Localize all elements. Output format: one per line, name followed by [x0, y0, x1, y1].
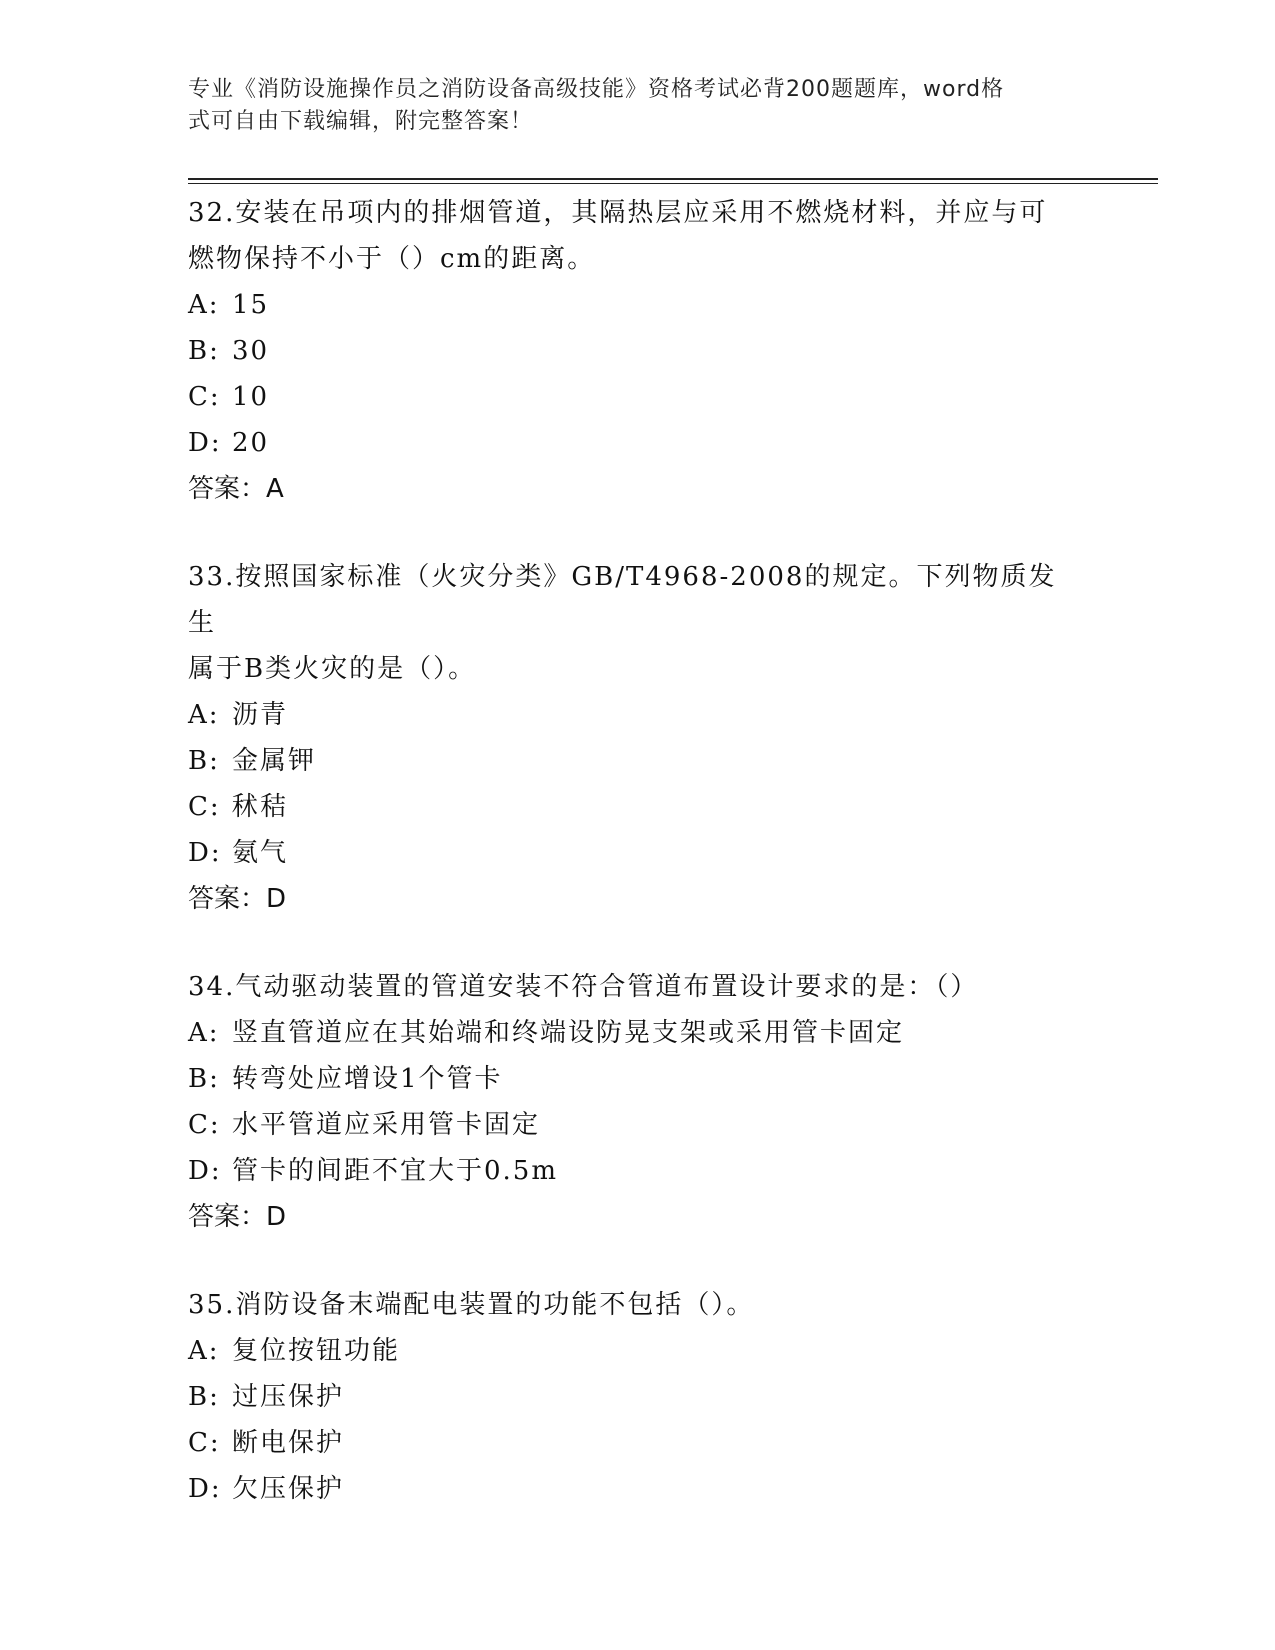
header-line-2: 式可自由下载编辑，附完整答案！: [188, 109, 534, 134]
option-text: 15: [232, 290, 270, 320]
option-text: 欠压保护: [232, 1474, 345, 1504]
question-text-line: 属于B类火灾的是（）。: [188, 654, 477, 684]
option-text: 水平管道应采用管卡固定: [232, 1110, 541, 1140]
option-key: C:: [188, 792, 221, 822]
question-list: [188, 190, 1078, 1554]
question-block: [188, 190, 1078, 512]
option-text: 10: [232, 382, 270, 412]
question-block: [188, 554, 1078, 922]
header-divider-thick: [188, 178, 1158, 180]
answer-option: [188, 1010, 1078, 1056]
option-key: B:: [188, 746, 220, 776]
option-key: D:: [188, 1474, 222, 1504]
question-block: [188, 1282, 1078, 1512]
answer-option: [188, 282, 1078, 328]
answer-option: [188, 374, 1078, 420]
question-text-line: 35.消防设备末端配电装置的功能不包括（）。: [188, 1290, 755, 1320]
answer-option: [188, 1420, 1078, 1466]
answer-option: [188, 784, 1078, 830]
option-text: 20: [232, 428, 270, 458]
option-text: 金属钾: [232, 746, 317, 776]
question-text-line: 燃物保持不小于（）cm的距离。: [188, 244, 596, 274]
option-text: 氨气: [232, 838, 289, 868]
answer-option: [188, 1102, 1078, 1148]
answer-option: [188, 420, 1078, 466]
option-key: C:: [188, 1428, 221, 1458]
answer-key: 答案：D: [188, 884, 287, 914]
option-text: 沥青: [232, 700, 289, 730]
question-text-line: 33.按照国家标准（火灾分类》GB/T4968-2008的规定。下列物质发生: [188, 562, 1057, 638]
option-text: 复位按钮功能: [232, 1336, 401, 1366]
option-text: 秫秸: [232, 792, 289, 822]
option-text: 竖直管道应在其始端和终端设防晃支架或采用管卡固定: [232, 1018, 905, 1048]
header-divider-thin: [188, 183, 1158, 184]
answer-option: [188, 1148, 1078, 1194]
option-key: B:: [188, 336, 220, 366]
option-key: C:: [188, 382, 221, 412]
option-key: A:: [188, 700, 220, 730]
option-text: 断电保护: [232, 1428, 345, 1458]
answer-option: [188, 328, 1078, 374]
option-key: D:: [188, 838, 222, 868]
option-text: 过压保护: [232, 1382, 345, 1412]
answer-key: 答案：A: [188, 474, 284, 504]
answer-option: [188, 1374, 1078, 1420]
option-text: 30: [232, 336, 270, 366]
header-line-1: 专业《消防设施操作员之消防设备高级技能》资格考试必背200题题库，word格: [188, 77, 1005, 102]
option-text: 管卡的间距不宜大于0.5m: [232, 1156, 559, 1186]
question-block: [188, 964, 1078, 1240]
option-key: A:: [188, 290, 220, 320]
answer-option: [188, 1328, 1078, 1374]
option-key: C:: [188, 1110, 221, 1140]
answer-key: 答案：D: [188, 1202, 287, 1232]
answer-option: [188, 830, 1078, 876]
question-text-line: 34.气动驱动装置的管道安装不符合管道布置设计要求的是：（）: [188, 972, 979, 1002]
option-key: A:: [188, 1336, 220, 1366]
question-text-line: 32.安装在吊项内的排烟管道，其隔热层应采用不燃烧材料，并应与可: [188, 198, 1048, 228]
answer-option: [188, 692, 1078, 738]
answer-option: [188, 738, 1078, 784]
option-key: B:: [188, 1382, 220, 1412]
option-key: D:: [188, 428, 222, 458]
answer-option: [188, 1056, 1078, 1102]
option-key: B:: [188, 1064, 220, 1094]
option-key: D:: [188, 1156, 222, 1186]
document-header: [188, 74, 1068, 138]
option-text: 转弯处应增设1个管卡: [232, 1064, 503, 1094]
option-key: A:: [188, 1018, 220, 1048]
answer-option: [188, 1466, 1078, 1512]
